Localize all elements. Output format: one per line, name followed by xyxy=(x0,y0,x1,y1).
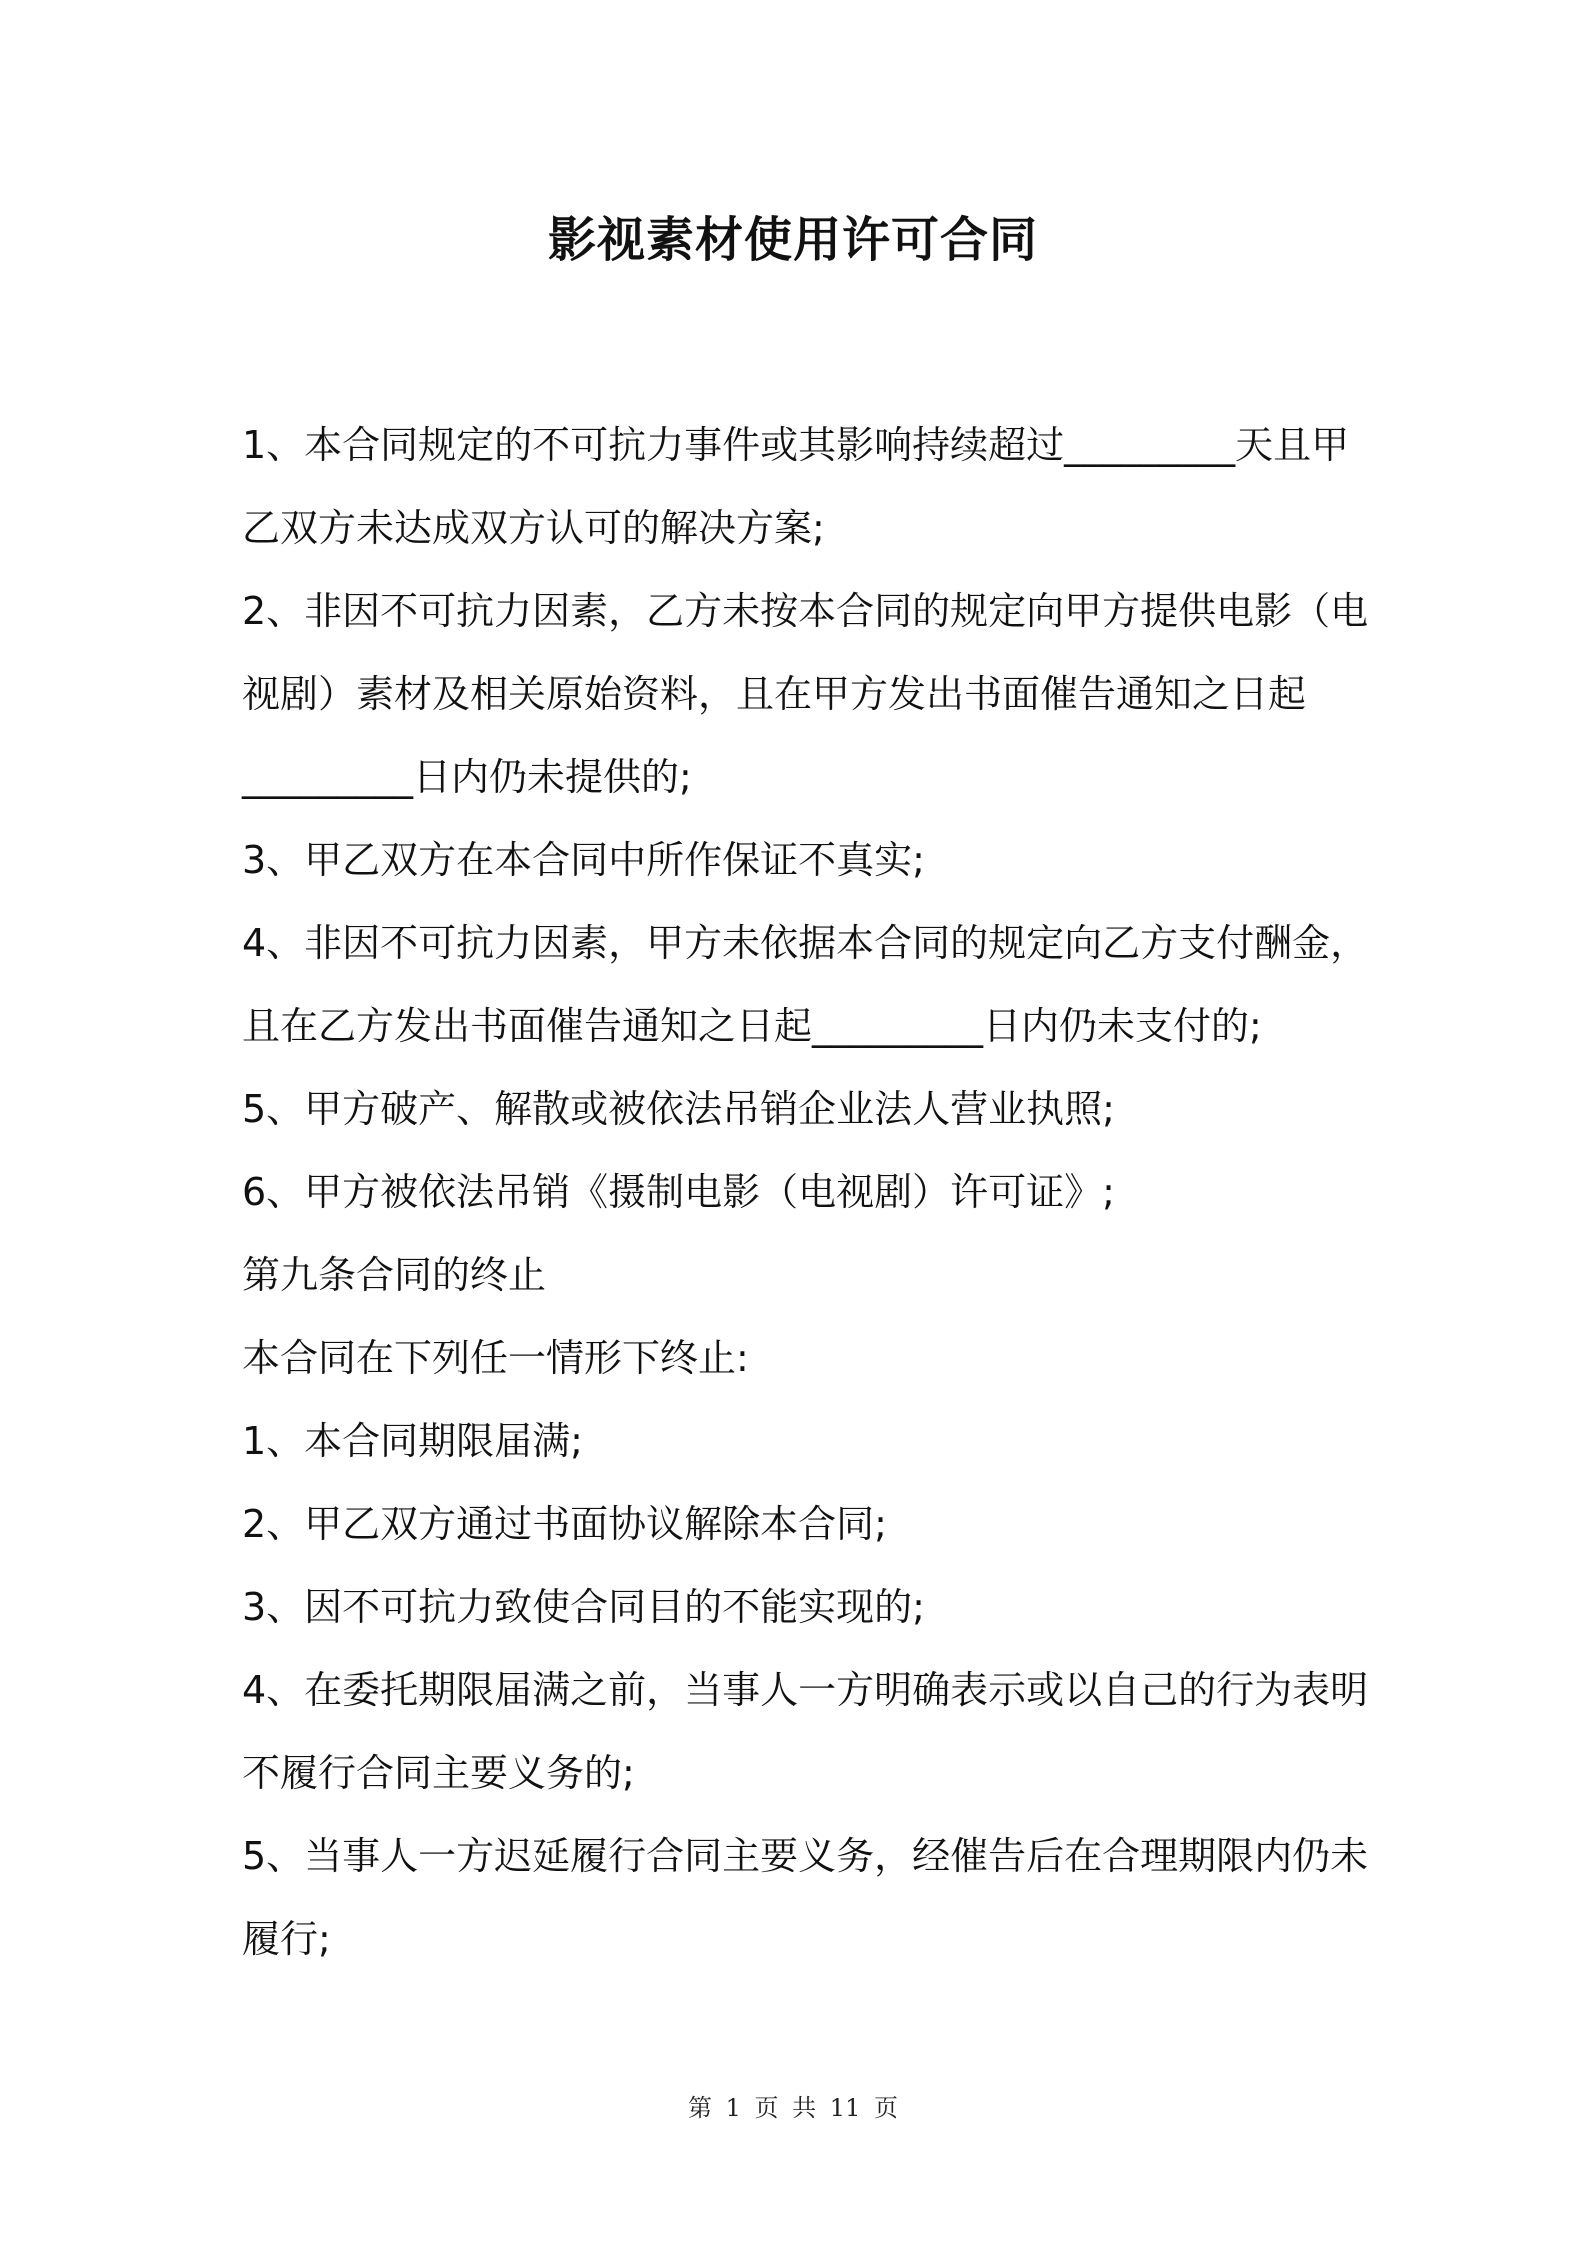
body-line: 3、甲乙双方在本合同中所作保证不真实; xyxy=(242,838,925,882)
body-line: 视剧）素材及相关原始资料，且在甲方发出书面催告通知之日起 xyxy=(242,672,1307,716)
body-line: _________日内仍未提供的; xyxy=(242,755,692,799)
page-footer: 第 1 页 共 11 页 xyxy=(688,2094,898,2122)
body-line: 本合同在下列任一情形下终止: xyxy=(242,1336,749,1380)
body-line: 1、本合同期限届满; xyxy=(242,1419,583,1463)
body-line: 且在乙方发出书面催告通知之日起_________日内仍未支付的; xyxy=(242,1004,1262,1048)
body-line: 乙双方未达成双方认可的解决方案; xyxy=(242,506,825,550)
body-line: 6、甲方被依法吊销《摄制电影（电视剧）许可证》; xyxy=(242,1170,1115,1214)
document-body xyxy=(242,404,1369,1981)
body-line: 5、甲方破产、解散或被依法吊销企业法人营业执照; xyxy=(242,1087,1115,1131)
body-line: 4、非因不可抗力因素，甲方未依据本合同的规定向乙方支付酬金， xyxy=(242,921,1369,965)
body-line: 5、当事人一方迟延履行合同主要义务，经催告后在合理期限内仍未 xyxy=(242,1834,1369,1878)
body-line: 2、非因不可抗力因素，乙方未按本合同的规定向甲方提供电影（电 xyxy=(242,589,1369,633)
body-line: 2、甲乙双方通过书面协议解除本合同; xyxy=(242,1502,887,1546)
section-heading: 第九条合同的终止 xyxy=(242,1253,547,1297)
body-line: 不履行合同主要义务的; xyxy=(242,1751,635,1795)
document-title: 影视素材使用许可合同 xyxy=(547,212,1038,268)
body-line: 履行; xyxy=(242,1917,331,1961)
body-line: 4、在委托期限届满之前，当事人一方明确表示或以自己的行为表明 xyxy=(242,1668,1369,1712)
body-line: 3、因不可抗力致使合同目的不能实现的; xyxy=(242,1585,925,1629)
body-line: 1、本合同规定的不可抗力事件或其影响持续超过_________天且甲 xyxy=(242,423,1350,467)
